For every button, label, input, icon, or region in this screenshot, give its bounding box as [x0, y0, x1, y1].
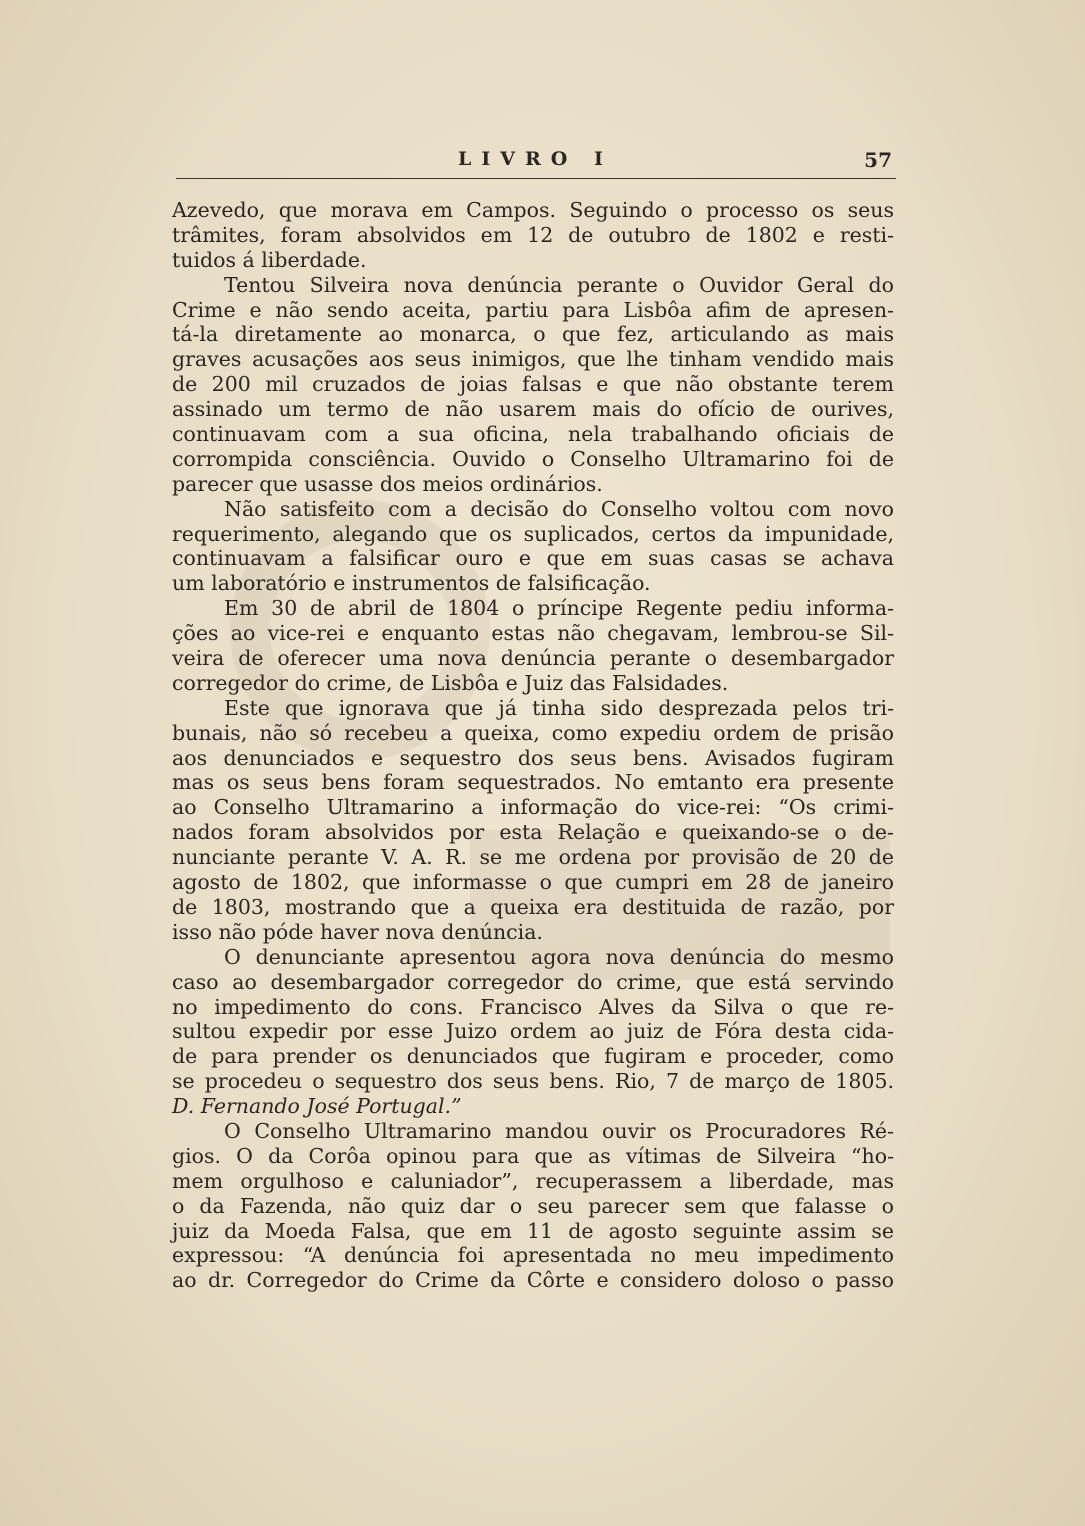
running-head: LIVRO I — [458, 148, 613, 170]
text-line: sultou expedir por esse Juizo ordem ao juiz de Fóra desta cida- — [172, 1019, 894, 1044]
text-line: um laboratório e instrumentos de falsificação. — [172, 571, 651, 596]
text-line: continuavam com a sua oficina, nela trabalhando oficiais de — [172, 422, 894, 447]
body-text — [172, 198, 894, 1293]
page-number: 57 — [864, 148, 892, 172]
text-line: caso ao desembargador corregedor do crime, que está servindo — [172, 969, 894, 994]
text-line: isso não póde haver nova denúncia. — [172, 919, 543, 944]
text-line: corrompida consciência. Ouvido o Conselho Ultramarino foi de — [172, 446, 894, 471]
text-line: juiz da Moeda Falsa, que em 11 de agosto seguinte assim se — [172, 1218, 894, 1243]
text-line: Tentou Silveira nova denúncia perante o Ouvidor Geral do — [224, 272, 894, 297]
text-line: continuavam a falsificar ouro e que em suas casas se achava — [172, 546, 894, 571]
text-line: Não satisfeito com a decisão do Conselho voltou com novo — [224, 496, 894, 521]
text-line: Azevedo, que morava em Campos. Seguindo o processo os seus — [172, 198, 894, 222]
text-line: trâmites, foram absolvidos em 12 de outubro de 1802 e resti- — [172, 222, 894, 247]
text-line: nados foram absolvidos por esta Relação e queixando-se o de- — [172, 820, 894, 845]
text-line: Crime e não sendo aceita, partiu para Lisbôa afim de apresen- — [172, 297, 894, 322]
text-line: corregedor do crime, de Lisbôa e Juiz das Falsidades. — [172, 670, 729, 695]
text-line: veira de oferecer uma nova denúncia perante o desembargador — [172, 646, 894, 671]
text-line: de 1803, mostrando que a queixa era destituida de razão, por — [172, 894, 894, 919]
text-line: agosto de 1802, que informasse o que cumpri em 28 de janeiro — [172, 870, 894, 895]
text-line: O Conselho Ultramarino mandou ouvir os Procuradores Ré- — [224, 1118, 894, 1143]
text-line: mas os seus bens foram sequestrados. No emtanto era presente — [172, 770, 894, 795]
text-line: nunciante perante V. A. R. se me ordena por provisão de 20 de — [172, 845, 894, 870]
text-line: de 200 mil cruzados de joias falsas e que não obstante terem — [172, 372, 894, 397]
text-line: requerimento, alegando que os suplicados, certos da impunidade, — [172, 521, 894, 546]
page-header — [176, 144, 896, 179]
text-line: assinado um termo de não usarem mais do ofício de ourives, — [172, 397, 894, 422]
text-line: graves acusações aos seus inimigos, que lhe tinham vendido mais — [172, 347, 894, 372]
signature-line: D. Fernando José Portugal.” — [172, 1094, 462, 1119]
text-line: mem orgulhoso e caluniador”, recuperassem a liberdade, mas — [172, 1168, 894, 1193]
text-line: de para prender os denunciados que fugiram e proceder, como — [172, 1044, 894, 1069]
text-line: no impedimento do cons. Francisco Alves da Silva o que re- — [172, 994, 894, 1019]
text-line: Em 30 de abril de 1804 o príncipe Regente pediu informa- — [224, 596, 894, 621]
text-line: parecer que usasse dos meios ordinários. — [172, 471, 603, 496]
text-line: se procedeu o sequestro dos seus bens. Rio, 7 de março de 1805. — [172, 1069, 894, 1094]
text-line: aos denunciados e sequestro dos seus bens. Avisados fugiram — [172, 745, 894, 770]
text-line: tá-la diretamente ao monarca, o que fez, articulando as mais — [172, 322, 894, 347]
text-line: bunais, não só recebeu a queixa, como expediu ordem de prisão — [172, 720, 894, 745]
text-line: ao dr. Corregedor do Crime da Côrte e considero doloso o passo — [172, 1268, 894, 1293]
text-line: expressou: “A denúncia foi apresentada no meu impedimento — [172, 1243, 894, 1268]
text-line: tuidos á liberdade. — [172, 247, 367, 272]
text-line: ao Conselho Ultramarino a informação do vice-rei: “Os crimi- — [172, 795, 894, 820]
text-line: o da Fazenda, não quiz dar o seu parecer sem que falasse o — [172, 1193, 894, 1218]
text-line: Este que ignorava que já tinha sido desprezada pelos tri- — [224, 695, 894, 720]
text-line: O denunciante apresentou agora nova denúncia do mesmo — [224, 944, 894, 969]
text-line: gios. O da Corôa opinou para que as vítimas de Silveira “ho- — [172, 1143, 894, 1168]
text-line: ções ao vice-rei e enquanto estas não chegavam, lembrou-se Sil- — [172, 621, 894, 646]
